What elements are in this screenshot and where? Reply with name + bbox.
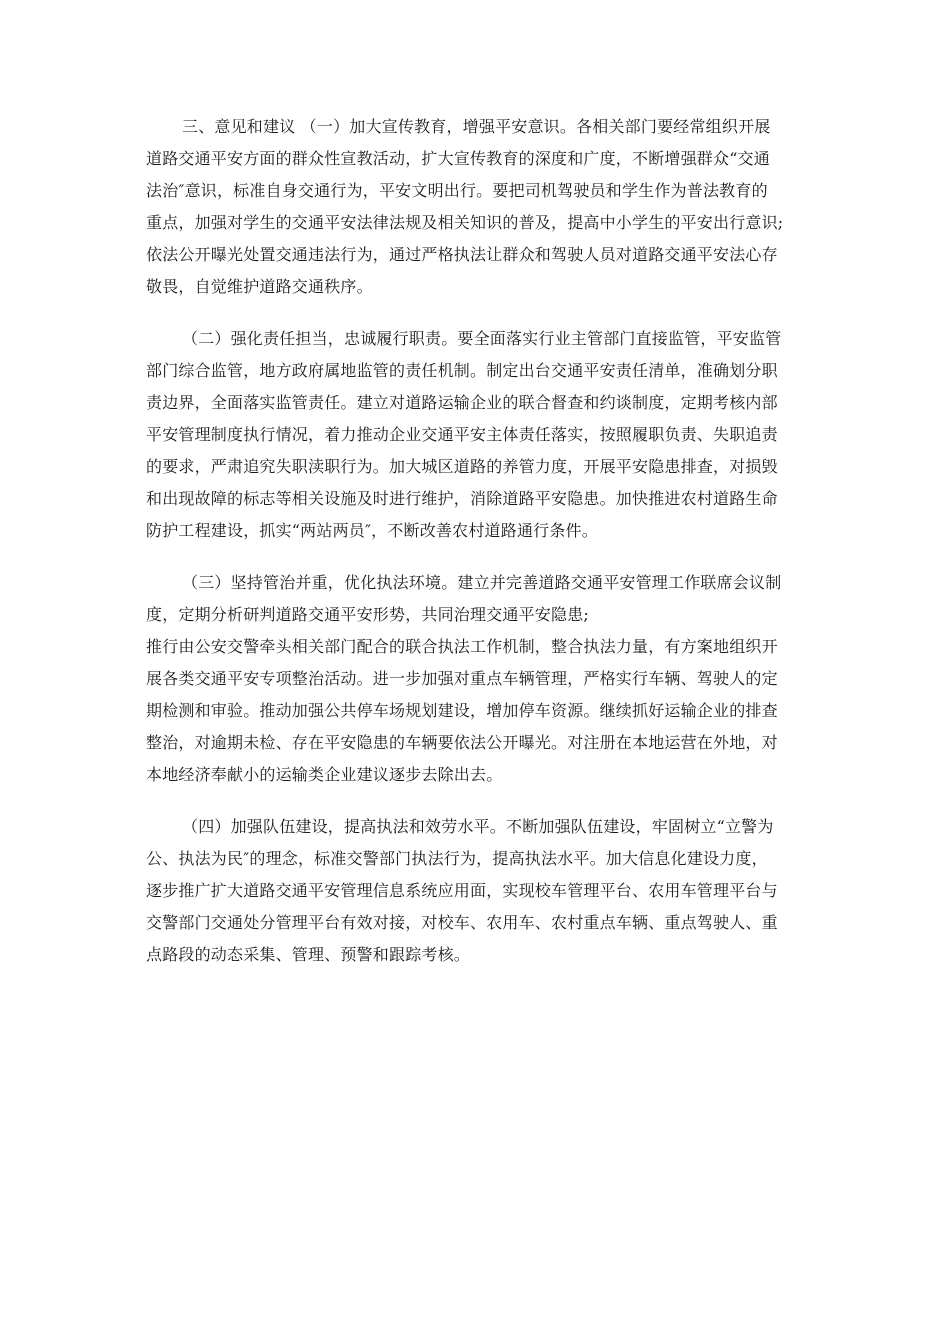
paragraph-gap (146, 547, 806, 567)
text-line: 和出现故障的标志等相关设施及时进行维护，消除道路平安隐患。加快推进农村道路生命 (146, 489, 778, 508)
text-line: 本地经济奉献小的运输类企业建议逐步去除出去。 (146, 765, 503, 784)
text-line: 整治，对逾期未检、存在平安隐患的车辆要依法公开曝光。对注册在本地运营在外地，对 (146, 733, 778, 752)
paragraph-team-building (146, 811, 806, 971)
text-line: 防护工程建设，抓实“两站两员″，不断改善农村道路通行条件。 (146, 521, 598, 540)
text-line: 点路段的动态采集、管理、预警和跟踪考核。 (146, 945, 471, 964)
text-line: （四）加强队伍建设，提高执法和效劳水平。不断加强队伍建设，牢固树立“立警为 (182, 817, 774, 836)
text-line: 部门综合监管，地方政府属地监管的责任机制。制定出台交通平安责任清单，准确划分职 (146, 361, 778, 380)
paragraph-opinions-publicity (146, 111, 806, 303)
text-line: 三、意见和建议 （一）加大宣传教育，增强平安意识。各相关部门要经常组织开展 (182, 117, 771, 136)
text-line: （三）坚持管治并重，优化执法环境。建立并完善道路交通平安管理工作联席会议制 (182, 573, 782, 592)
text-line: 敬畏，自觉维护道路交通秩序。 (146, 277, 373, 296)
text-line: 期检测和审验。推动加强公共停车场规划建设，增加停车资源。继续抓好运输企业的排查 (146, 701, 778, 720)
text-line: 度，定期分析研判道路交通平安形势，共同治理交通平安隐患; (146, 605, 589, 624)
paragraph-enforcement (146, 567, 806, 791)
text-line: 的要求，严肃追究失职渎职行为。加大城区道路的养管力度，开展平安隐患排查，对损毁 (146, 457, 778, 476)
text-line: 道路交通平安方面的群众性宣教活动，扩大宣传教育的深度和广度，不断增强群众“交通 (146, 149, 770, 168)
text-line: 展各类交通平安专项整治活动。进一步加强对重点车辆管理，严格实行车辆、驾驶人的定 (146, 669, 778, 688)
text-line: 公、执法为民″的理念，标准交警部门执法行为，提高执法水平。加大信息化建设力度， (146, 849, 768, 868)
text-line: 平安管理制度执行情况，着力推动企业交通平安主体责任落实，按照履职负责、失职追责 (146, 425, 778, 444)
text-line: 责边界，全面落实监管责任。建立对道路运输企业的联合督查和约谈制度，定期考核内部 (146, 393, 778, 412)
text-line: （二）强化责任担当，忠诚履行职责。要全面落实行业主管部门直接监管，平安监管 (182, 329, 782, 348)
document-body (146, 111, 806, 971)
paragraph-gap (146, 303, 806, 323)
text-line: 依法公开曝光处置交通违法行为，通过严格执法让群众和驾驶人员对道路交通平安法心存 (146, 245, 778, 264)
text-line: 交警部门交通处分管理平台有效对接，对校车、农用车、农村重点车辆、重点驾驶人、重 (146, 913, 778, 932)
text-line: 逐步推广扩大道路交通平安管理信息系统应用面，实现校车管理平台、农用车管理平台与 (146, 881, 778, 900)
text-line: 法治″意识，标准自身交通行为，平安文明出行。要把司机驾驶员和学生作为普法教育的 (146, 181, 768, 200)
text-line: 重点，加强对学生的交通平安法律法规及相关知识的普及，提高中小学生的平安出行意识; (146, 213, 784, 232)
paragraph-responsibility (146, 323, 806, 547)
paragraph-gap (146, 791, 806, 811)
text-line: 推行由公安交警牵头相关部门配合的联合执法工作机制，整合执法力量，有方案地组织开 (146, 637, 778, 656)
